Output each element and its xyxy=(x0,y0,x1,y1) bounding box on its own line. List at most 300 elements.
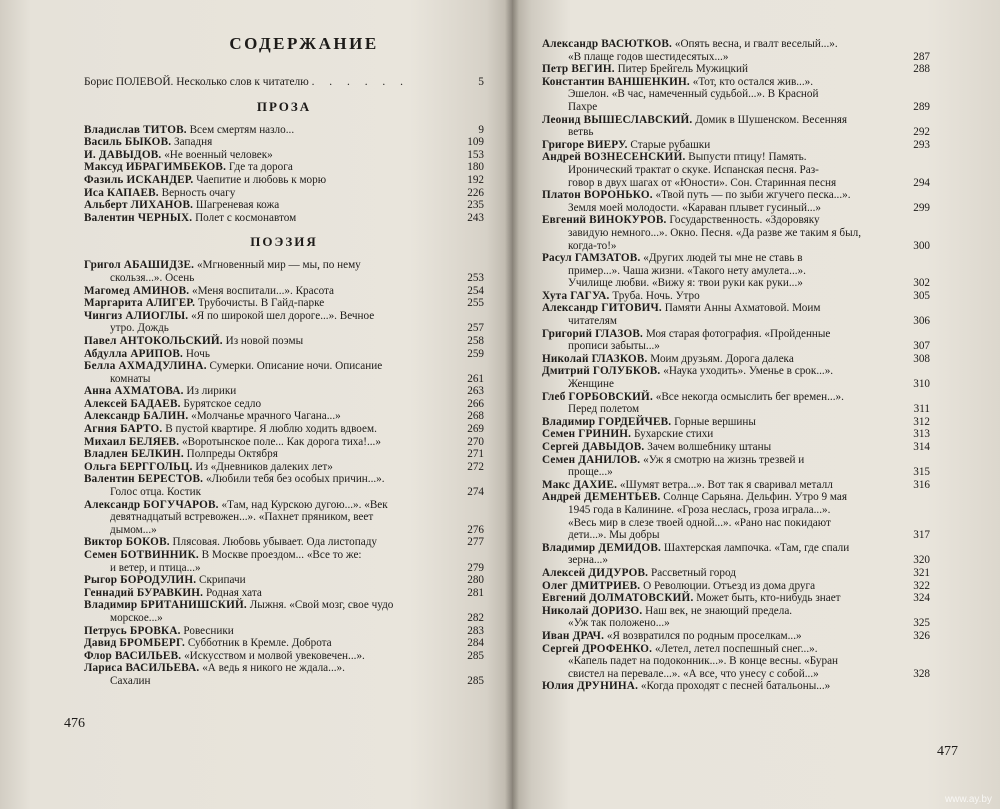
page-number: 294 xyxy=(913,176,930,189)
entry-text xyxy=(84,385,458,398)
toc-entry xyxy=(542,189,930,214)
entry-title: «Молчанье мрачного Чагана...» xyxy=(191,410,341,423)
section-title-poetry: ПОЭЗИЯ xyxy=(250,234,318,250)
entry-continuation: комнаты xyxy=(110,372,151,385)
entry-continuation: пример...». Чаша жизни. «Такого нету амулета...». xyxy=(568,264,806,277)
toc-entry xyxy=(542,139,930,152)
entry-title: «Там, над Курскою дугою...». «Век xyxy=(221,498,388,511)
entry-author: Владимир БРИТАНИШСКИЙ. xyxy=(84,599,247,612)
page-number: 192 xyxy=(467,173,484,186)
entry-text xyxy=(542,416,904,429)
entry-text xyxy=(542,214,904,252)
page-number: 284 xyxy=(467,637,484,650)
entry-continuation: Сахалин xyxy=(110,674,151,687)
entry-title: Шагреневая кожа xyxy=(195,199,280,212)
entry-text xyxy=(542,630,904,643)
entry-title: «Воротынское поле... Как дорога тиха!...» xyxy=(182,435,381,448)
intro-title: Несколько слов к читателю xyxy=(176,76,309,88)
page-number: 308 xyxy=(913,352,930,365)
entry-text xyxy=(542,252,904,290)
page-number: 326 xyxy=(913,629,930,642)
toc-entry xyxy=(542,643,930,681)
entry-text xyxy=(84,259,458,284)
entry-author: Евгений ДОЛМАТОВСКИЙ. xyxy=(542,592,694,605)
entry-title: «Летел, летел поспешный снег...». xyxy=(654,642,818,655)
entry-text xyxy=(542,542,904,567)
entry-author: Алексей БАДАЕВ. xyxy=(84,397,181,410)
book-gutter xyxy=(505,0,519,809)
toc-entry xyxy=(84,410,484,423)
entry-author: Юлия ДРУНИНА. xyxy=(542,680,639,693)
toc-entry xyxy=(84,335,484,348)
toc-entry xyxy=(542,441,930,454)
page-number: 285 xyxy=(467,674,484,687)
entry-text xyxy=(84,149,458,162)
toc-entry xyxy=(542,151,930,189)
toc-entry xyxy=(84,536,484,549)
toc-entry xyxy=(84,136,484,149)
page-number: 316 xyxy=(913,478,930,491)
entry-title: В пустой квартире. Я люблю ходить вдвоем. xyxy=(165,423,377,436)
page-number: 257 xyxy=(467,322,484,335)
toc-entry xyxy=(542,680,930,693)
toc-entry xyxy=(542,630,930,643)
toc-entry xyxy=(84,662,484,687)
entry-title: Может быть, кто-нибудь знает xyxy=(696,592,841,605)
entry-title: Лыжня. «Свой мозг, свое чудо xyxy=(249,599,394,612)
entry-author: Григоре ВИЕРУ. xyxy=(542,138,628,151)
entry-title: «Уж я смотрю на жизнь трезвей и xyxy=(643,453,805,466)
toc-entry xyxy=(542,580,930,593)
entry-text xyxy=(542,567,904,580)
entry-author: Олег ДМИТРИЕВ. xyxy=(542,579,641,592)
entry-continuation: морское...» xyxy=(110,611,163,624)
entry-author: Петрусь БРОВКА. xyxy=(84,624,181,637)
entry-author: Белла АХМАДУЛИНА. xyxy=(84,360,207,373)
toc-entry xyxy=(84,436,484,449)
entry-title: «Других людей ты мне не ставь в xyxy=(643,252,803,265)
entry-text xyxy=(542,479,904,492)
entry-text xyxy=(84,549,458,574)
entry-title: Старые рубашки xyxy=(630,138,711,151)
entry-text xyxy=(84,161,458,174)
toc-entry xyxy=(84,574,484,587)
page-number: 281 xyxy=(467,586,484,599)
right-page xyxy=(512,0,1000,809)
page-number: 287 xyxy=(913,50,930,63)
page-number: 302 xyxy=(913,277,930,290)
entry-title: «Я возвратился по родным проселкам...» xyxy=(606,629,802,642)
entry-title: «Мгновенный мир — мы, по нему xyxy=(196,259,361,272)
entry-title: Бурятское седло xyxy=(183,397,262,410)
intro-entry xyxy=(84,76,484,89)
page-title: СОДЕРЖАНИЕ xyxy=(229,34,379,53)
entry-text xyxy=(84,199,458,212)
entry-text xyxy=(542,454,904,479)
entry-text xyxy=(84,410,458,423)
entry-title: Скрипачи xyxy=(199,574,246,587)
entry-continuation: Эшелон. «В час, намеченный судьбой...». В Красной xyxy=(568,88,819,101)
page-number: 324 xyxy=(913,592,930,605)
page-number: 109 xyxy=(467,136,484,149)
page-number: 325 xyxy=(913,617,930,630)
toc-entry xyxy=(84,423,484,436)
entry-text xyxy=(542,328,904,353)
toc-entry xyxy=(542,542,930,567)
entry-title: Государственность. «Здоровяку xyxy=(669,214,820,227)
entry-author: Расул ГАМЗАТОВ. xyxy=(542,252,641,265)
entry-author: Абдулла АРИПОВ. xyxy=(84,347,184,360)
page-number: 315 xyxy=(913,466,930,479)
entry-title: Солнце Сарьяна. Дельфин. Утро 9 мая xyxy=(663,491,847,504)
entry-continuation: когда-то!» xyxy=(568,239,617,252)
toc-entry xyxy=(542,592,930,605)
page-number: 253 xyxy=(467,271,484,284)
entry-text xyxy=(84,536,458,549)
toc-entry xyxy=(84,637,484,650)
toc-entry xyxy=(542,365,930,390)
entry-title: Чаепитие и любовь к морю xyxy=(196,173,327,186)
entry-continuation: утро. Дождь xyxy=(110,322,169,335)
toc-entry xyxy=(84,310,484,335)
entry-title: Плясовая. Любовь убывает. Ода листопаду xyxy=(172,536,378,549)
entry-title: «Опять весна, и гвалт веселый...». xyxy=(674,38,838,50)
entry-continuation: свистел на перевале...». «А все, что унесу с собой...» xyxy=(568,667,819,680)
toc-entry xyxy=(542,353,930,366)
entry-title: Ночь xyxy=(185,347,210,360)
entry-title: «Твой путь — по зыби жгучего песка...». xyxy=(655,189,851,202)
page-number: 292 xyxy=(913,126,930,139)
entry-continuation: 1945 года в Калинине. «Гроза неслась, гроза играла...». xyxy=(568,503,831,516)
toc-entry xyxy=(542,391,930,416)
entry-author: Александр БОГУЧАРОВ. xyxy=(84,498,219,511)
toc-entry xyxy=(84,285,484,298)
entry-author: Магомед АМИНОВ. xyxy=(84,284,190,297)
entry-text xyxy=(542,139,904,152)
entry-author: Андрей ДЕМЕНТЬЕВ. xyxy=(542,491,661,504)
page-number: 289 xyxy=(913,100,930,113)
page-number: 270 xyxy=(467,435,484,448)
page-number: 299 xyxy=(913,201,930,214)
page-number: 226 xyxy=(467,186,484,199)
entry-title: «Меня воспитали...». Красота xyxy=(192,284,335,297)
entry-author: Александр БАЛИН. xyxy=(84,410,189,423)
entry-author: Валентин БЕРЕСТОВ. xyxy=(84,473,204,486)
page-number: 322 xyxy=(913,579,930,592)
entry-author: Александр ГИТОВИЧ. xyxy=(542,302,662,315)
entry-text xyxy=(84,499,458,537)
entry-text xyxy=(542,680,904,693)
entry-text xyxy=(542,592,904,605)
page-number: 306 xyxy=(913,315,930,328)
entry-text xyxy=(84,574,458,587)
entry-continuation: читателям xyxy=(568,315,617,328)
page-number: 180 xyxy=(467,161,484,174)
entry-text xyxy=(84,310,458,335)
entry-author: Максуд ИБРАГИМБЕКОВ. xyxy=(84,161,227,174)
entry-title: О Революции. Отъезд из дома друга xyxy=(643,579,816,592)
contents-list-right xyxy=(542,38,930,693)
toc-entry xyxy=(542,63,930,76)
entry-text xyxy=(542,605,904,630)
page-number: 317 xyxy=(913,529,930,542)
entry-title: «Когда проходят с песней батальоны...» xyxy=(640,680,831,693)
toc-entry xyxy=(84,625,484,638)
entry-author: Давид БРОМБЕРГ. xyxy=(84,637,186,650)
entry-continuation: «Весь мир в слезе твоей одной...». «Рано нас покидают xyxy=(568,516,831,529)
entry-title: Зачем волшебнику штаны xyxy=(647,441,772,453)
entry-text xyxy=(84,461,458,474)
entry-text xyxy=(84,360,458,385)
entry-author: Ольга БЕРГГОЛЬЦ. xyxy=(84,460,193,473)
toc-entry xyxy=(84,599,484,624)
entry-text xyxy=(542,114,904,139)
entry-author: Андрей ВОЗНЕСЕНСКИЙ. xyxy=(542,151,686,164)
entry-author: Владимир ГОРДЕЙЧЕВ. xyxy=(542,415,672,428)
page-number: 283 xyxy=(467,624,484,637)
page-number: 320 xyxy=(913,554,930,567)
entry-title: Моим друзьям. Дорога далека xyxy=(650,352,794,365)
page-number: 311 xyxy=(913,403,930,416)
page-number: 274 xyxy=(467,486,484,499)
entry-author: Дмитрий ГОЛУБКОВ. xyxy=(542,365,661,378)
page-number: 271 xyxy=(467,448,484,461)
toc-entry xyxy=(542,567,930,580)
entry-title: Труба. Ночь. Утро xyxy=(612,289,700,302)
entry-title: Всем смертям назло... xyxy=(189,123,295,136)
page-number: 272 xyxy=(467,460,484,473)
toc-entry xyxy=(84,124,484,137)
entry-text xyxy=(84,473,458,498)
page-number: 293 xyxy=(913,138,930,151)
entry-author: Маргарита АЛИГЕР. xyxy=(84,297,196,310)
page-number: 288 xyxy=(913,63,930,76)
entry-title: Горные вершины xyxy=(674,415,756,428)
entry-author: Семен БОТВИННИК. xyxy=(84,549,199,561)
entry-author: Чингиз АЛИОГЛЫ. xyxy=(84,309,189,322)
page-number: 9 xyxy=(478,123,484,136)
leader-dots: . . . . . . xyxy=(311,76,409,88)
entry-text xyxy=(84,124,458,137)
toc-entry xyxy=(542,214,930,252)
entry-title: Бухарские стихи xyxy=(633,428,714,441)
entry-author: Фазиль ИСКАНДЕР. xyxy=(84,173,194,186)
entry-title: Полпреды Октября xyxy=(186,448,278,461)
entry-title: Трубочисты. В Гайд-парке xyxy=(197,297,325,310)
entry-text xyxy=(84,650,458,663)
entry-author: Валентин ЧЕРНЫХ. xyxy=(84,211,193,224)
entry-author: Рыгор БОРОДУЛИН. xyxy=(84,574,197,587)
toc-entry xyxy=(84,448,484,461)
entry-text xyxy=(84,187,458,200)
entry-continuation: Училище любви. «Вижу я: твои руки как руки...» xyxy=(568,277,803,290)
entry-text xyxy=(84,335,458,348)
entry-author: Иван ДРАЧ. xyxy=(542,629,605,642)
entry-text xyxy=(84,212,458,225)
entry-title: Субботник в Кремле. Доброта xyxy=(187,637,332,650)
toc-entry xyxy=(84,549,484,574)
entry-text xyxy=(542,76,904,114)
toc-entry xyxy=(84,385,484,398)
toc-entry xyxy=(542,290,930,303)
toc-entry xyxy=(542,252,930,290)
toc-entry xyxy=(542,479,930,492)
entry-text xyxy=(542,38,904,63)
entry-text xyxy=(84,398,458,411)
entry-text xyxy=(542,151,904,189)
toc-entry xyxy=(84,212,484,225)
toc-entry xyxy=(84,259,484,284)
toc-entry xyxy=(542,76,930,114)
entry-author: Лариса ВАСИЛЬЕВА. xyxy=(84,662,200,675)
page-number: 254 xyxy=(467,284,484,297)
entry-author: Макс ДАХИЕ. xyxy=(542,478,618,491)
entry-author: Николай ДОРИЗО. xyxy=(542,604,643,617)
page-number: 305 xyxy=(913,289,930,302)
entry-continuation: «В плаще годов шестидесятых...» xyxy=(568,50,729,63)
page-number: 312 xyxy=(913,415,930,428)
entry-title: Сумерки. Описание ночи. Описание xyxy=(209,360,383,373)
entry-author: Геннадий БУРАВКИН. xyxy=(84,586,204,599)
entry-text xyxy=(542,365,904,390)
toc-entry xyxy=(84,360,484,385)
entry-author: Петр ВЕГИН. xyxy=(542,63,615,76)
entry-continuation: Голос отца. Костик xyxy=(110,486,202,499)
page-number: 277 xyxy=(467,536,484,549)
entry-title: Где та дорога xyxy=(228,161,293,174)
section-title-prose: ПРОЗА xyxy=(256,98,312,114)
prose-list xyxy=(84,124,484,225)
page-number: 314 xyxy=(913,441,930,453)
toc-entry xyxy=(84,149,484,162)
entry-text xyxy=(84,587,458,600)
entry-title: «Шумят ветра...». Вот так я сваривал металл xyxy=(619,478,833,491)
toc-entry xyxy=(84,174,484,187)
entry-text xyxy=(84,423,458,436)
entry-title: «Любили тебя без особых причин...». xyxy=(205,473,385,486)
toc-entry xyxy=(84,161,484,174)
page-number: 285 xyxy=(467,649,484,662)
page-folio-right: 477 xyxy=(937,744,958,759)
entry-continuation: говор в двух шагах от «Юности». Сон. Старинная песня xyxy=(568,176,837,189)
entry-author: Альберт ЛИХАНОВ. xyxy=(84,199,194,212)
entry-author: Семен ДАНИЛОВ. xyxy=(542,453,641,466)
page-number: 328 xyxy=(913,667,930,680)
entry-title: Наш век, не знающий предела. xyxy=(645,604,793,617)
entry-author: И. ДАВЫДОВ. xyxy=(84,148,162,161)
toc-entry xyxy=(542,416,930,429)
toc-entry xyxy=(542,38,930,63)
entry-author: Леонид ВЫШЕСЛАВСКИЙ. xyxy=(542,113,693,126)
entry-text xyxy=(84,136,458,149)
entry-title: Выпусти птицу! Память. xyxy=(688,151,807,164)
page-number: 310 xyxy=(913,378,930,391)
entry-title: В Москве проездом... «Все то же: xyxy=(201,549,362,561)
entry-author: Агния БАРТО. xyxy=(84,423,163,436)
entry-title: Из лирики xyxy=(186,385,237,398)
page-number: 259 xyxy=(467,347,484,360)
entry-text xyxy=(84,76,458,89)
toc-entry xyxy=(542,114,930,139)
entry-author: Константин ВАНШЕНКИН. xyxy=(542,75,690,88)
entry-title: «Искусством и молвой увековечен...». xyxy=(184,649,365,662)
entry-title: «А ведь я никого не ждала...». xyxy=(202,662,345,675)
page-number: 276 xyxy=(467,523,484,536)
entry-title: «Тот, кто остался жив...». xyxy=(692,75,814,88)
entry-author: Семен ГРИНИН. xyxy=(542,428,632,441)
entry-continuation: «Капель падет на подоконник...». В конце весны. «Буран xyxy=(568,655,839,668)
entry-text xyxy=(84,436,458,449)
toc-entry xyxy=(84,650,484,663)
entry-continuation: Перед полетом xyxy=(568,403,640,416)
entry-author: Василь БЫКОВ. xyxy=(84,136,172,149)
entry-text xyxy=(84,625,458,638)
toc-entry xyxy=(84,461,484,474)
page-number: 255 xyxy=(467,297,484,310)
entry-continuation: Земля моей молодости. «Караван плывет гусиный...» xyxy=(568,201,821,214)
entry-author: Александр ВАСЮТКОВ. xyxy=(542,38,673,50)
watermark-text: www.ay.by xyxy=(944,794,992,805)
entry-continuation: дымом...» xyxy=(110,523,157,536)
entry-text xyxy=(542,580,904,593)
entry-continuation: Пахре xyxy=(568,100,598,113)
page-folio-left: 476 xyxy=(64,716,85,731)
entry-continuation: «Уж так положено...» xyxy=(568,617,670,630)
entry-text xyxy=(542,643,904,681)
toc-entry xyxy=(84,587,484,600)
entry-author: Григорий ГЛАЗОВ. xyxy=(542,327,644,340)
toc-entry xyxy=(84,499,484,537)
entry-title: «Я по широкой шел дороге...». Вечное xyxy=(191,309,375,322)
entry-text xyxy=(84,637,458,650)
entry-text xyxy=(542,441,904,454)
toc-entry xyxy=(84,473,484,498)
entry-text xyxy=(84,297,458,310)
toc-entry xyxy=(84,297,484,310)
toc-entry xyxy=(84,199,484,212)
page-number: 300 xyxy=(913,239,930,252)
entry-title: Родная хата xyxy=(205,586,262,599)
entry-text xyxy=(542,189,904,214)
toc-entry xyxy=(542,491,930,541)
entry-title: Памяти Анны Ахматовой. Моим xyxy=(664,302,821,315)
entry-continuation: прописи забыты...» xyxy=(568,340,660,353)
entry-text xyxy=(542,491,904,541)
entry-continuation: Женщине xyxy=(568,378,614,391)
toc-entry xyxy=(542,428,930,441)
page-number: 280 xyxy=(467,574,484,587)
entry-text xyxy=(84,285,458,298)
entry-title: Полет с космонавтом xyxy=(195,211,297,224)
entry-continuation: дети...». Мы добры xyxy=(568,529,660,542)
page-number: 258 xyxy=(467,334,484,347)
entry-author: Евгений ВИНОКУРОВ. xyxy=(542,214,667,227)
toc-entry xyxy=(542,328,930,353)
entry-continuation: Иронический трактат о скуке. Испанская песня. Раз- xyxy=(568,163,819,176)
entry-author: Платон ВОРОНЬКО. xyxy=(542,189,653,202)
entry-title: Западня xyxy=(174,136,213,149)
page-number: 321 xyxy=(913,566,930,579)
entry-text xyxy=(84,174,458,187)
entry-title: «Все некогда осмыслить бег времен...». xyxy=(655,390,844,403)
entry-text xyxy=(542,353,904,366)
entry-title: Верность очагу xyxy=(161,186,236,199)
page-number: 153 xyxy=(467,148,484,161)
entry-title: Ровесники xyxy=(183,624,234,637)
entry-text xyxy=(542,63,904,76)
entry-title: Из «Дневников далеких лет» xyxy=(195,460,333,473)
page-number: 5 xyxy=(478,76,484,88)
